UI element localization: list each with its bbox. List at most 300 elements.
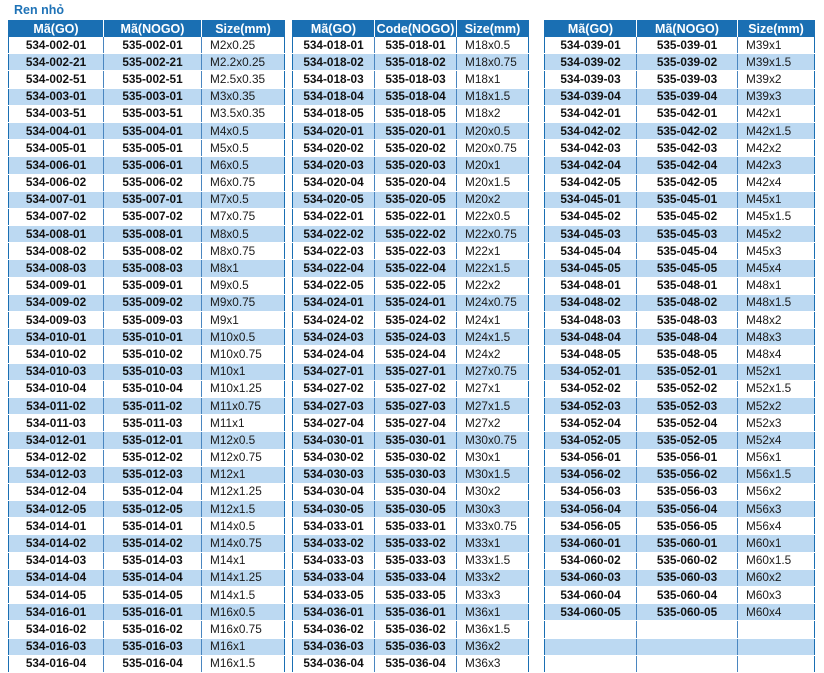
cell-size: M45x4 <box>738 260 815 277</box>
table-row <box>293 380 529 397</box>
cell-nogo: 535-010-04 <box>104 380 202 397</box>
cell-nogo: 535-030-05 <box>375 501 457 518</box>
table-row <box>9 329 285 346</box>
table-row <box>545 226 815 243</box>
cell-go: 534-006-02 <box>9 174 104 191</box>
cell-go: 534-052-04 <box>545 415 637 432</box>
cell-nogo: 535-002-51 <box>104 71 202 88</box>
table-row <box>9 552 285 569</box>
cell-go: 534-030-03 <box>293 466 375 483</box>
cell-nogo: 535-042-02 <box>637 122 738 139</box>
cell-go: 534-045-04 <box>545 243 637 260</box>
cell-go: 534-004-01 <box>9 122 104 139</box>
table-row <box>545 535 815 552</box>
cell-go: 534-020-03 <box>293 157 375 174</box>
cell-nogo: 535-039-03 <box>637 71 738 88</box>
cell-nogo: 535-020-01 <box>375 122 457 139</box>
table-row <box>545 294 815 311</box>
cell-nogo: 535-018-03 <box>375 71 457 88</box>
cell-size: M24x0.75 <box>457 294 529 311</box>
cell-go: 534-014-05 <box>9 587 104 604</box>
table-row <box>545 71 815 88</box>
cell-nogo: 535-020-05 <box>375 191 457 208</box>
cell-size: M8x0.75 <box>202 243 285 260</box>
cell-nogo: 535-020-02 <box>375 140 457 157</box>
table-row <box>9 501 285 518</box>
cell-go: 534-036-04 <box>293 655 375 672</box>
cell-go: 534-003-51 <box>9 105 104 122</box>
table-row <box>293 501 529 518</box>
cell-go: 534-016-01 <box>9 604 104 621</box>
cell-go: 534-011-02 <box>9 397 104 414</box>
cell-go: 534-009-01 <box>9 277 104 294</box>
cell-nogo: 535-048-05 <box>637 346 738 363</box>
cell-size <box>738 655 815 672</box>
cell-nogo: 535-022-05 <box>375 277 457 294</box>
cell-nogo: 535-024-01 <box>375 294 457 311</box>
cell-size: M56x2 <box>738 483 815 500</box>
cell-size: M12x0.75 <box>202 449 285 466</box>
cell-size: M48x1.5 <box>738 294 815 311</box>
cell-nogo: 535-020-03 <box>375 157 457 174</box>
cell-go: 534-039-02 <box>545 54 637 71</box>
cell-go: 534-033-03 <box>293 552 375 569</box>
cell-nogo: 535-030-03 <box>375 466 457 483</box>
table-row <box>545 88 815 105</box>
gauge-table-3 <box>544 20 815 673</box>
table-row <box>293 604 529 621</box>
cell-nogo: 535-039-01 <box>637 37 738 54</box>
cell-nogo: 535-014-02 <box>104 535 202 552</box>
cell-nogo: 535-011-03 <box>104 415 202 432</box>
cell-go: 534-027-04 <box>293 415 375 432</box>
table-row <box>545 174 815 191</box>
cell-size: M42x4 <box>738 174 815 191</box>
cell-size: M24x2 <box>457 346 529 363</box>
cell-go: 534-036-01 <box>293 604 375 621</box>
cell-size: M33x2 <box>457 569 529 586</box>
table-row <box>9 587 285 604</box>
cell-size: M45x1.5 <box>738 208 815 225</box>
cell-go: 534-010-02 <box>9 346 104 363</box>
cell-go: 534-036-03 <box>293 638 375 655</box>
cell-size: M2x0.25 <box>202 37 285 54</box>
cell-size: M10x1.25 <box>202 380 285 397</box>
cell-nogo: 535-008-01 <box>104 226 202 243</box>
page-title: Ren nhỏ <box>14 3 64 17</box>
cell-nogo <box>637 655 738 672</box>
table-row <box>9 380 285 397</box>
cell-size: M60x1 <box>738 535 815 552</box>
cell-go: 534-045-01 <box>545 191 637 208</box>
table-row <box>9 483 285 500</box>
cell-size: M36x1.5 <box>457 621 529 638</box>
cell-size: M48x4 <box>738 346 815 363</box>
cell-nogo: 535-018-04 <box>375 88 457 105</box>
cell-go: 534-039-01 <box>545 37 637 54</box>
table-row <box>9 260 285 277</box>
cell-nogo: 535-056-01 <box>637 449 738 466</box>
table-row <box>545 191 815 208</box>
cell-size: M5x0.5 <box>202 140 285 157</box>
table-row <box>545 105 815 122</box>
cell-size: M10x0.75 <box>202 346 285 363</box>
cell-go: 534-002-21 <box>9 54 104 71</box>
cell-go: 534-030-01 <box>293 432 375 449</box>
cell-nogo: 535-012-03 <box>104 466 202 483</box>
cell-nogo: 535-027-03 <box>375 397 457 414</box>
table-row <box>545 397 815 414</box>
cell-go: 534-048-04 <box>545 329 637 346</box>
cell-size: M30x2 <box>457 483 529 500</box>
cell-go: 534-042-04 <box>545 157 637 174</box>
table-row <box>545 518 815 535</box>
cell-nogo: 535-014-05 <box>104 587 202 604</box>
cell-nogo: 535-003-01 <box>104 88 202 105</box>
cell-size: M20x1.5 <box>457 174 529 191</box>
cell-nogo: 535-024-03 <box>375 329 457 346</box>
cell-nogo: 535-048-03 <box>637 312 738 329</box>
cell-size: M39x3 <box>738 88 815 105</box>
cell-size: M22x2 <box>457 277 529 294</box>
table-row <box>293 105 529 122</box>
cell-size: M20x0.5 <box>457 122 529 139</box>
table-row <box>9 415 285 432</box>
cell-size: M36x3 <box>457 655 529 672</box>
cell-nogo: 535-018-02 <box>375 54 457 71</box>
cell-go: 534-022-04 <box>293 260 375 277</box>
cell-size: M30x3 <box>457 501 529 518</box>
cell-size: M60x3 <box>738 587 815 604</box>
table-row <box>293 621 529 638</box>
cell-size: M22x1.5 <box>457 260 529 277</box>
table-row <box>293 552 529 569</box>
table-row <box>545 37 815 54</box>
cell-go: 534-012-02 <box>9 449 104 466</box>
cell-go: 534-018-03 <box>293 71 375 88</box>
table-row <box>9 71 285 88</box>
table-row <box>293 483 529 500</box>
cell-go: 534-056-03 <box>545 483 637 500</box>
cell-size: M4x0.5 <box>202 122 285 139</box>
cell-size: M42x1 <box>738 105 815 122</box>
cell-size: M39x1.5 <box>738 54 815 71</box>
table-row <box>545 54 815 71</box>
cell-go: 534-008-01 <box>9 226 104 243</box>
header-size: Size(mm) <box>202 21 285 38</box>
cell-go: 534-022-02 <box>293 226 375 243</box>
cell-nogo: 535-052-04 <box>637 415 738 432</box>
cell-go: 534-018-04 <box>293 88 375 105</box>
cell-go: 534-010-01 <box>9 329 104 346</box>
cell-go: 534-027-01 <box>293 363 375 380</box>
table-row <box>293 122 529 139</box>
cell-size: M9x0.75 <box>202 294 285 311</box>
table-row <box>545 501 815 518</box>
cell-go: 534-052-05 <box>545 432 637 449</box>
cell-size: M52x2 <box>738 397 815 414</box>
cell-size: M18x2 <box>457 105 529 122</box>
header-nogo: Mã(NOGO) <box>637 21 738 38</box>
table-row <box>293 243 529 260</box>
cell-go: 534-052-02 <box>545 380 637 397</box>
table-row <box>293 587 529 604</box>
cell-size: M48x1 <box>738 277 815 294</box>
table-row <box>9 157 285 174</box>
table-row <box>545 604 815 621</box>
table-row <box>293 346 529 363</box>
cell-go: 534-018-02 <box>293 54 375 71</box>
cell-size: M18x1 <box>457 71 529 88</box>
table-row <box>293 191 529 208</box>
cell-go: 534-009-02 <box>9 294 104 311</box>
cell-size: M3.5x0.35 <box>202 105 285 122</box>
cell-go: 534-020-04 <box>293 174 375 191</box>
table-row-empty <box>545 621 815 638</box>
cell-size: M3x0.35 <box>202 88 285 105</box>
cell-size: M14x0.75 <box>202 535 285 552</box>
table-row <box>9 535 285 552</box>
cell-size: M48x3 <box>738 329 815 346</box>
cell-nogo: 535-039-04 <box>637 88 738 105</box>
cell-go <box>545 621 637 638</box>
cell-go: 534-030-02 <box>293 449 375 466</box>
cell-go: 534-056-05 <box>545 518 637 535</box>
table-row <box>9 277 285 294</box>
cell-size: M27x1 <box>457 380 529 397</box>
cell-go: 534-018-01 <box>293 37 375 54</box>
cell-go: 534-020-01 <box>293 122 375 139</box>
table-row <box>545 380 815 397</box>
table-row <box>9 621 285 638</box>
cell-nogo: 535-027-01 <box>375 363 457 380</box>
table-row <box>545 432 815 449</box>
cell-size: M16x0.75 <box>202 621 285 638</box>
cell-nogo: 535-048-04 <box>637 329 738 346</box>
cell-go: 534-033-04 <box>293 569 375 586</box>
table-row <box>9 174 285 191</box>
cell-size: M36x2 <box>457 638 529 655</box>
table-row <box>9 432 285 449</box>
cell-size: M9x0.5 <box>202 277 285 294</box>
cell-size: M30x0.75 <box>457 432 529 449</box>
cell-go: 534-060-04 <box>545 587 637 604</box>
table-row <box>293 54 529 71</box>
cell-size: M30x1.5 <box>457 466 529 483</box>
cell-go: 534-024-04 <box>293 346 375 363</box>
table-row <box>9 140 285 157</box>
cell-nogo: 535-010-02 <box>104 346 202 363</box>
cell-nogo: 535-012-02 <box>104 449 202 466</box>
cell-go: 534-011-03 <box>9 415 104 432</box>
table-row <box>293 277 529 294</box>
cell-nogo: 535-048-01 <box>637 277 738 294</box>
cell-size: M7x0.75 <box>202 208 285 225</box>
cell-nogo: 535-060-02 <box>637 552 738 569</box>
cell-go: 534-048-01 <box>545 277 637 294</box>
cell-nogo: 535-016-01 <box>104 604 202 621</box>
cell-nogo: 535-007-02 <box>104 208 202 225</box>
cell-nogo: 535-014-01 <box>104 518 202 535</box>
cell-size: M27x2 <box>457 415 529 432</box>
table-row <box>293 518 529 535</box>
cell-size: M45x1 <box>738 191 815 208</box>
cell-size: M14x1.5 <box>202 587 285 604</box>
table-row <box>9 122 285 139</box>
cell-size <box>738 621 815 638</box>
cell-nogo: 535-030-04 <box>375 483 457 500</box>
table-row <box>9 312 285 329</box>
cell-go: 534-060-01 <box>545 535 637 552</box>
table-row <box>9 243 285 260</box>
cell-size: M56x1 <box>738 449 815 466</box>
cell-nogo: 535-045-02 <box>637 208 738 225</box>
cell-nogo: 535-020-04 <box>375 174 457 191</box>
cell-size: M60x2 <box>738 569 815 586</box>
cell-go: 534-018-05 <box>293 105 375 122</box>
table-row <box>293 174 529 191</box>
gauge-table-1 <box>8 20 285 673</box>
cell-size: M7x0.5 <box>202 191 285 208</box>
cell-size: M39x2 <box>738 71 815 88</box>
cell-nogo: 535-022-03 <box>375 243 457 260</box>
cell-size: M33x3 <box>457 587 529 604</box>
cell-nogo: 535-012-05 <box>104 501 202 518</box>
table-row <box>9 88 285 105</box>
table-row <box>293 466 529 483</box>
cell-go: 534-008-02 <box>9 243 104 260</box>
table-row <box>9 655 285 672</box>
table-row <box>9 37 285 54</box>
cell-nogo: 535-045-01 <box>637 191 738 208</box>
cell-nogo: 535-007-01 <box>104 191 202 208</box>
table-row <box>293 88 529 105</box>
cell-go: 534-024-03 <box>293 329 375 346</box>
cell-nogo: 535-016-02 <box>104 621 202 638</box>
table-row <box>9 226 285 243</box>
table-row <box>293 260 529 277</box>
table-row <box>545 243 815 260</box>
table-row <box>9 294 285 311</box>
table-row <box>9 191 285 208</box>
cell-size: M56x1.5 <box>738 466 815 483</box>
table-row <box>293 432 529 449</box>
cell-nogo: 535-033-02 <box>375 535 457 552</box>
cell-go: 534-030-05 <box>293 501 375 518</box>
cell-go: 534-033-01 <box>293 518 375 535</box>
cell-nogo: 535-016-04 <box>104 655 202 672</box>
cell-go: 534-007-02 <box>9 208 104 225</box>
cell-go: 534-020-05 <box>293 191 375 208</box>
cell-nogo: 535-011-02 <box>104 397 202 414</box>
table-row <box>9 208 285 225</box>
cell-size: M18x0.75 <box>457 54 529 71</box>
table-row <box>293 140 529 157</box>
header-go: Mã(GO) <box>293 21 375 38</box>
table-row <box>545 449 815 466</box>
cell-nogo: 535-052-01 <box>637 363 738 380</box>
cell-size: M33x0.75 <box>457 518 529 535</box>
cell-size: M12x1.5 <box>202 501 285 518</box>
cell-size: M52x4 <box>738 432 815 449</box>
cell-size: M9x1 <box>202 312 285 329</box>
table-row <box>293 569 529 586</box>
header-go: Mã(GO) <box>545 21 637 38</box>
cell-nogo: 535-030-01 <box>375 432 457 449</box>
table-row <box>545 157 815 174</box>
cell-nogo: 535-024-04 <box>375 346 457 363</box>
cell-nogo: 535-052-03 <box>637 397 738 414</box>
cell-nogo: 535-056-05 <box>637 518 738 535</box>
table-row <box>545 587 815 604</box>
cell-size: M52x1 <box>738 363 815 380</box>
cell-nogo: 535-033-03 <box>375 552 457 569</box>
cell-go: 534-014-04 <box>9 569 104 586</box>
cell-nogo: 535-045-04 <box>637 243 738 260</box>
cell-nogo: 535-033-01 <box>375 518 457 535</box>
cell-nogo: 535-033-05 <box>375 587 457 604</box>
cell-size: M24x1.5 <box>457 329 529 346</box>
cell-nogo: 535-060-04 <box>637 587 738 604</box>
table-row <box>9 363 285 380</box>
cell-size: M42x2 <box>738 140 815 157</box>
table-row <box>9 569 285 586</box>
cell-size: M20x1 <box>457 157 529 174</box>
cell-go: 534-003-01 <box>9 88 104 105</box>
table-row <box>545 466 815 483</box>
cell-nogo: 535-004-01 <box>104 122 202 139</box>
cell-size: M30x1 <box>457 449 529 466</box>
table-row <box>293 71 529 88</box>
cell-go: 534-045-03 <box>545 226 637 243</box>
cell-nogo: 535-012-04 <box>104 483 202 500</box>
cell-size: M16x0.5 <box>202 604 285 621</box>
cell-nogo: 535-052-05 <box>637 432 738 449</box>
cell-nogo: 535-056-03 <box>637 483 738 500</box>
cell-size: M52x3 <box>738 415 815 432</box>
cell-size: M60x4 <box>738 604 815 621</box>
cell-size: M27x0.75 <box>457 363 529 380</box>
table-row <box>545 312 815 329</box>
table-row <box>545 122 815 139</box>
table-row <box>545 363 815 380</box>
cell-size: M16x1.5 <box>202 655 285 672</box>
header-go: Mã(GO) <box>9 21 104 38</box>
cell-size: M11x1 <box>202 415 285 432</box>
cell-size: M60x1.5 <box>738 552 815 569</box>
cell-size: M36x1 <box>457 604 529 621</box>
cell-nogo: 535-042-03 <box>637 140 738 157</box>
cell-size: M22x0.5 <box>457 208 529 225</box>
cell-go: 534-039-03 <box>545 71 637 88</box>
cell-nogo: 535-024-02 <box>375 312 457 329</box>
cell-nogo <box>637 621 738 638</box>
cell-go: 534-010-03 <box>9 363 104 380</box>
header-nogo: Code(NOGO) <box>375 21 457 38</box>
cell-nogo: 535-009-03 <box>104 312 202 329</box>
table-row <box>293 329 529 346</box>
table-row <box>293 157 529 174</box>
cell-nogo: 535-009-02 <box>104 294 202 311</box>
cell-size: M18x0.5 <box>457 37 529 54</box>
cell-size: M22x0.75 <box>457 226 529 243</box>
cell-go: 534-020-02 <box>293 140 375 157</box>
cell-nogo: 535-027-04 <box>375 415 457 432</box>
table-row <box>545 346 815 363</box>
table-row <box>9 346 285 363</box>
cell-size: M8x0.5 <box>202 226 285 243</box>
table-row <box>545 260 815 277</box>
